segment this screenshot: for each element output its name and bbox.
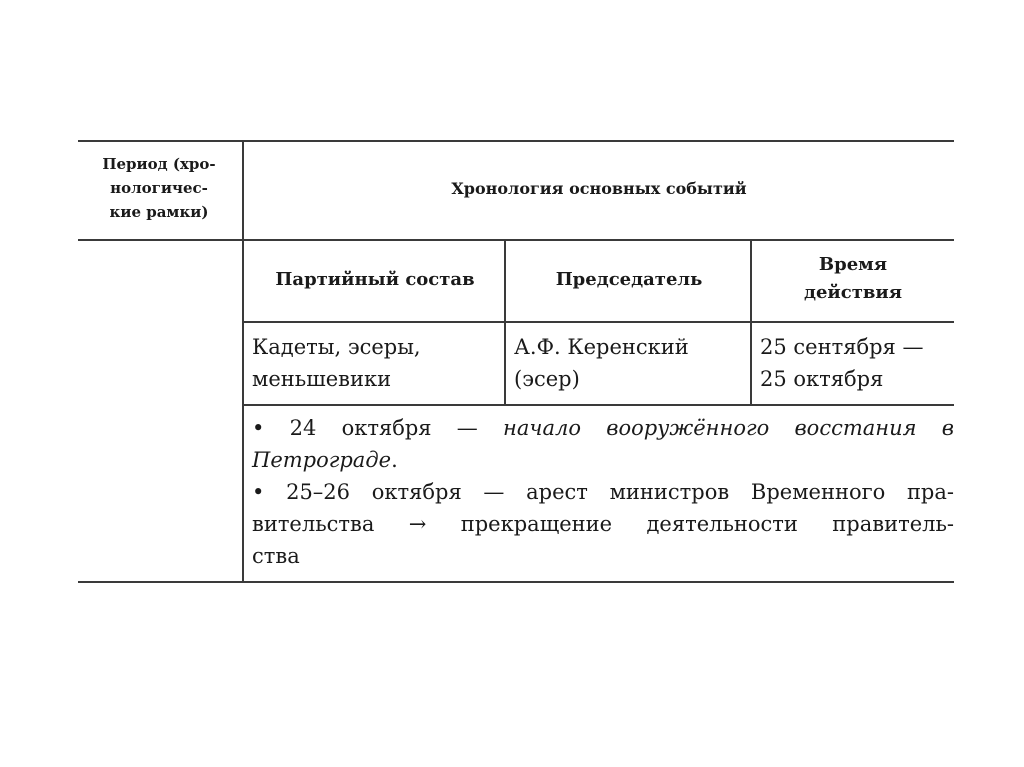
table-bottom-rule — [78, 581, 954, 583]
event-2-line-2: вительства → прекращение деятельности правитель- — [252, 512, 954, 536]
subheader-bottom-rule — [242, 321, 954, 323]
party-line: Кадеты, эсеры, — [252, 335, 421, 359]
time-line: 25 октября — [760, 367, 884, 391]
action-time-header-line: действия — [803, 282, 903, 303]
event-1-period: . — [391, 448, 398, 472]
period-header — [78, 152, 240, 224]
event-1-date: • 24 октября — — [252, 416, 504, 440]
chronology-header: Хронология основных событий — [451, 179, 747, 198]
period-column-divider — [242, 140, 244, 583]
chairman-line: А.Ф. Керенский — [514, 335, 689, 359]
row-bottom-rule — [242, 404, 954, 406]
party-composition-cell — [252, 331, 502, 395]
action-time-header-line: Время — [818, 254, 888, 275]
party-chair-divider — [504, 240, 506, 406]
party-composition-header: Партийный состав — [275, 269, 475, 290]
party-line: меньшевики — [252, 367, 392, 391]
chairman-line: (эсер) — [514, 367, 580, 391]
event-2-line-1: • 25–26 октября — арест министров Временного пра- — [252, 480, 954, 504]
period-header-line: Период (хро- — [102, 155, 216, 173]
table-top-rule — [78, 140, 954, 142]
period-header-line: нологичес- — [110, 179, 208, 197]
action-time-cell — [760, 331, 954, 395]
event-2-line-3: ства — [252, 544, 300, 568]
event-1-place: Петрограде — [252, 448, 392, 472]
period-header-line: кие рамки) — [109, 203, 209, 221]
header-bottom-rule — [78, 239, 954, 241]
time-line: 25 сентября — — [760, 335, 924, 359]
events-cell — [252, 412, 954, 572]
action-time-header — [752, 251, 954, 307]
chronology-table — [78, 140, 954, 583]
event-1-line-1 — [252, 412, 954, 444]
event-1-description: начало вооружённого восстания в — [503, 416, 954, 440]
chairman-cell — [514, 331, 750, 395]
chairman-header: Председатель — [555, 269, 703, 290]
event-1-line-2 — [252, 444, 954, 476]
